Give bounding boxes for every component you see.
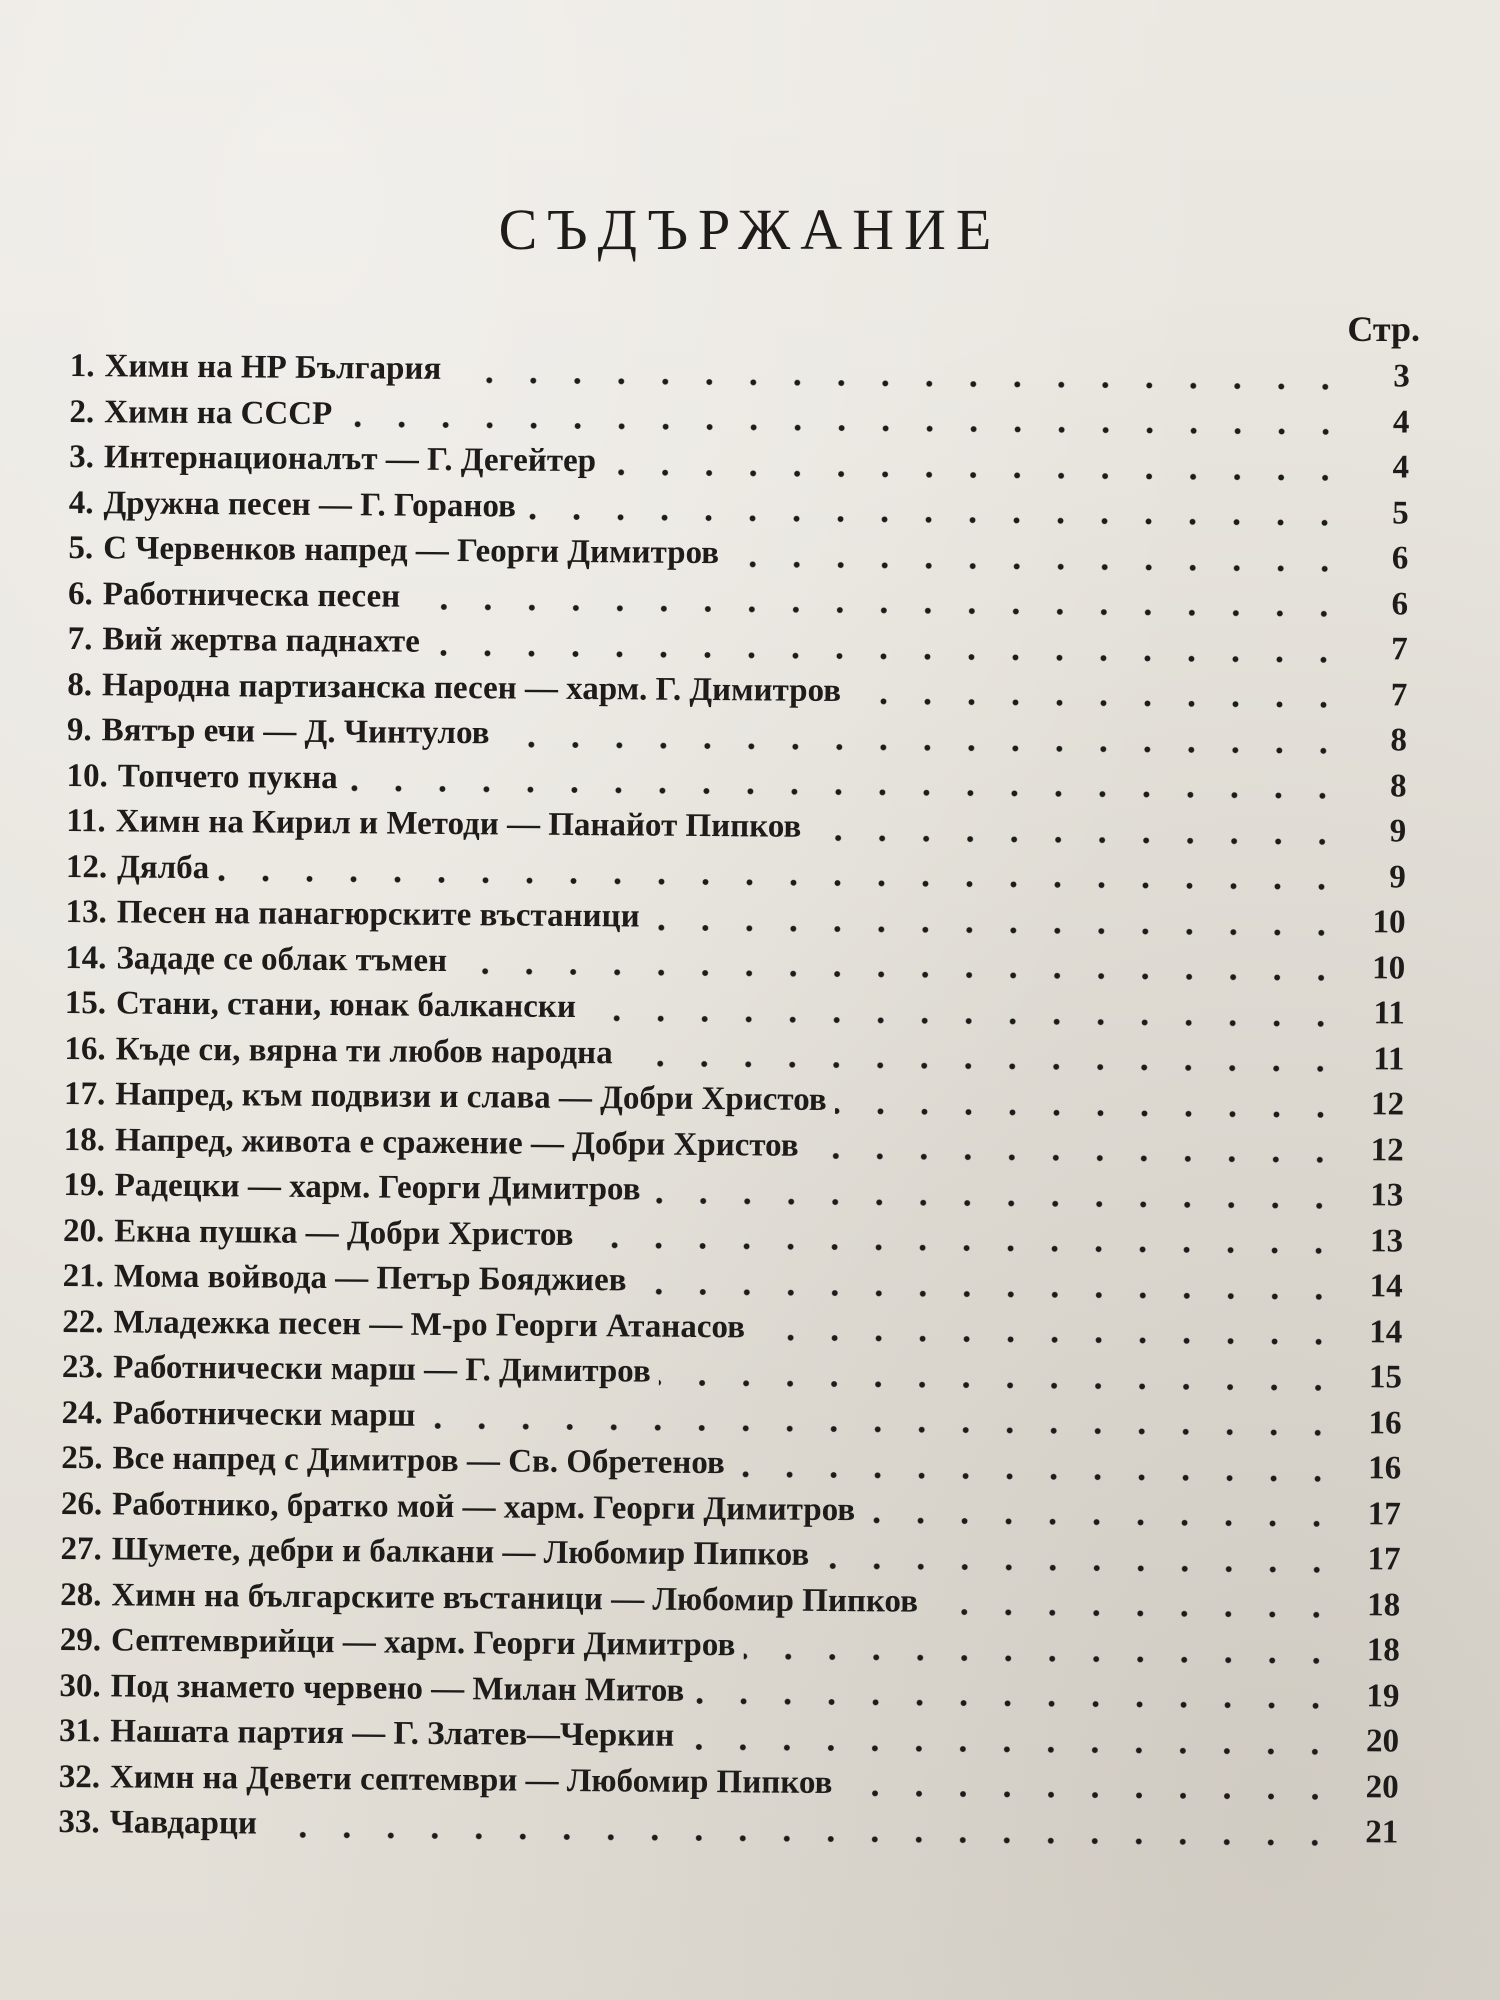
toc-entry-title: Напред, живота е сражение — Добри Христов <box>114 1121 799 1164</box>
toc-entry-page: 9 <box>1389 858 1407 896</box>
dot-leader <box>217 875 1344 890</box>
toc-entry-page: 17 <box>1367 1495 1402 1532</box>
dot-leader <box>584 1015 1343 1027</box>
toc-entry-title: Дялба <box>117 848 210 886</box>
toc-entry-title: Химн на Кирил и Методи — Панайот Пипков <box>115 803 802 845</box>
toc-entry-number: 24. <box>61 1394 104 1431</box>
toc-entry-number: 11. <box>66 802 106 840</box>
toc-entry-title: Зададе се облак тъмен <box>116 939 448 979</box>
toc-entry-page: 16 <box>1368 1404 1402 1441</box>
toc-entry-title: Радецки — харм. Георги Димитров <box>114 1167 641 1208</box>
toc-entry-page: 6 <box>1391 540 1409 577</box>
dot-leader <box>817 1563 1338 1573</box>
dot-leader <box>733 1471 1339 1482</box>
toc-entry-page: 10 <box>1372 904 1406 941</box>
dot-leader <box>497 741 1344 754</box>
toc-entry-page: 11 <box>1373 1040 1405 1078</box>
dot-leader <box>621 1061 1343 1073</box>
toc-entry-title: Работнически марш <box>112 1394 416 1434</box>
toc-entry-number: 18. <box>63 1121 106 1158</box>
toc-entry-title: Химн на Девети септември — Любомир Пипков <box>109 1758 833 1801</box>
toc-entry-page: 19 <box>1366 1677 1400 1714</box>
toc-entry-number: 26. <box>60 1485 103 1522</box>
toc-entry-title: Песен на панагюрските въстаници <box>116 894 640 935</box>
toc-entry-number: 5. <box>68 529 94 567</box>
page-title: СЪДЪРЖАНИЕ <box>498 197 1002 262</box>
dot-leader <box>809 835 1344 845</box>
dot-leader <box>634 1288 1340 1300</box>
toc-entry-number: 30. <box>59 1667 101 1704</box>
toc-entry-page: 4 <box>1392 403 1410 441</box>
toc-entry-page: 14 <box>1369 1268 1403 1305</box>
toc-entry-title: Вий жертва паднахте <box>102 621 420 660</box>
toc-entry-number: 10. <box>66 757 109 794</box>
toc-entry-page: 18 <box>1367 1586 1401 1623</box>
toc-entry-number: 20. <box>62 1212 105 1249</box>
toc-entry-number: 4. <box>68 484 94 521</box>
toc-entry-number: 29. <box>59 1621 102 1659</box>
toc-entry-number: 23. <box>61 1348 104 1386</box>
toc-entry-page: 15 <box>1368 1359 1403 1396</box>
dot-leader <box>581 1242 1341 1254</box>
toc-entry-title: Вятър ечи — Д. Чинтулов <box>101 712 490 752</box>
dot-leader <box>849 698 1345 708</box>
dot-leader <box>423 1423 1339 1436</box>
toc-entry-title: Химн на НР България <box>104 348 442 387</box>
toc-entry-title: Народна партизанска песен — харм. Г. Димитров <box>101 666 842 709</box>
toc-entry-title: Мома войвода — Петър Бояджиев <box>113 1258 627 1299</box>
toc-entry-number: 8. <box>67 666 93 703</box>
dot-leader <box>265 1831 1336 1845</box>
dot-leader <box>835 1108 1342 1118</box>
toc-entry-number: 19. <box>63 1166 105 1204</box>
toc-entry-page: 20 <box>1365 1723 1400 1760</box>
toc-entry-page: 9 <box>1389 813 1407 850</box>
toc-entry-title: Работнико, братко мой — харм. Георги Димитров <box>112 1485 856 1528</box>
dot-leader <box>863 1518 1339 1528</box>
toc-entry-title: Под знамето червено — Милан Митов <box>110 1667 685 1709</box>
toc-entry-page: 12 <box>1370 1086 1405 1123</box>
toc-entry-number: 7. <box>67 620 93 658</box>
toc-entry-page: 8 <box>1389 767 1407 805</box>
toc-entry-page: 12 <box>1370 1131 1404 1168</box>
dot-leader <box>692 1698 1337 1709</box>
page-column-header: Стр. <box>1347 309 1420 349</box>
toc-entry-page: 13 <box>1369 1222 1404 1259</box>
toc-entry-title: Шумете, дебри и балкани — Любомир Пипков <box>111 1531 810 1573</box>
dot-leader <box>340 421 1347 435</box>
toc-entry-number: 1. <box>69 348 95 385</box>
dot-leader <box>604 469 1347 481</box>
toc-entry-title: Химн на българските въстаници — Любомир Пипков <box>111 1576 919 1620</box>
dot-leader <box>648 1197 1341 1208</box>
dot-leader <box>926 1609 1338 1618</box>
toc-entry-title: Химн на СССР <box>104 393 333 432</box>
toc-entry-page: 5 <box>1392 494 1409 532</box>
toc-entry-title: Работническа песен <box>102 575 401 615</box>
toc-entry-number: 21. <box>62 1257 105 1295</box>
toc-entry-page: 4 <box>1392 449 1410 486</box>
dot-leader <box>524 514 1347 526</box>
toc-entry-title: Младежка песен — М-ро Георги Атанасов <box>113 1303 746 1345</box>
dot-leader <box>659 1379 1340 1390</box>
dot-leader <box>455 968 1343 981</box>
toc-entry-number: 32. <box>58 1758 101 1795</box>
toc-entry-page: 17 <box>1367 1541 1401 1578</box>
toc-entry-number: 6. <box>67 575 93 612</box>
toc-entry-title: Нашата партия — Г. Златев—Черкин <box>110 1713 675 1754</box>
toc-entry-title: Чавдарци <box>109 1804 258 1842</box>
toc-entry-page: 13 <box>1370 1177 1404 1214</box>
toc-entry-title: Топчето пукна <box>117 757 338 796</box>
dot-leader <box>743 1653 1338 1664</box>
toc-entry-title: Септемврийци — харм. Георги Димитров <box>110 1622 736 1664</box>
toc-entry-title: Напред, към подвизи и слава — Добри Христов <box>115 1076 827 1118</box>
toc-entry-title: Работнически марш — Г. Димитров <box>113 1349 651 1390</box>
dot-leader <box>346 785 1345 799</box>
dot-leader <box>753 1335 1340 1346</box>
toc-entry-page: 6 <box>1391 585 1409 623</box>
dot-leader <box>727 561 1346 572</box>
toc-entry-page: 16 <box>1368 1450 1402 1487</box>
toc-entry-title: Екна пушка — Добри Христов <box>114 1212 574 1253</box>
dot-leader <box>840 1790 1336 1800</box>
toc-entry-page: 10 <box>1372 949 1406 987</box>
dot-leader <box>682 1744 1337 1755</box>
toc-entry-page: 14 <box>1369 1313 1403 1350</box>
dot-leader <box>449 377 1348 390</box>
toc-entry-number: 22. <box>62 1303 104 1340</box>
toc-entry-number: 25. <box>61 1439 103 1477</box>
toc-entry-number: 9. <box>66 711 92 749</box>
toc-entry-number: 13. <box>65 893 107 931</box>
toc-entry-page: 11 <box>1373 995 1405 1032</box>
toc-entry-page: 20 <box>1365 1768 1399 1805</box>
toc-entry-page: 3 <box>1393 358 1410 395</box>
toc-entry-number: 31. <box>58 1712 101 1750</box>
toc-entry-number: 2. <box>69 393 95 430</box>
toc-entry-title: Все напред с Димитров — Св. Обретенов <box>112 1440 725 1482</box>
toc-entry-title: Стани, стани, юнак балкански <box>115 985 577 1025</box>
toc-entry-title: Интернационалът — Г. Дегейтер <box>103 439 597 480</box>
toc-entry-number: 16. <box>64 1030 106 1067</box>
toc-entry-number: 17. <box>63 1075 106 1113</box>
dot-leader <box>807 1153 1342 1163</box>
toc-entry-title: С Червенков напред — Георги Димитров <box>103 530 720 572</box>
toc-entry-page: 7 <box>1391 631 1408 668</box>
toc-entry-number: 14. <box>65 939 107 976</box>
toc-entry-number: 12. <box>65 848 108 885</box>
toc-entry-page: 7 <box>1390 676 1408 714</box>
toc-entry-title: Къде си, вярна ти любов народна <box>115 1030 613 1071</box>
toc-entry-title: Дружна песен — Г. Горанов <box>103 484 517 525</box>
table-of-contents <box>58 348 1410 1860</box>
dot-leader <box>408 604 1346 617</box>
toc-entry <box>58 1804 1398 1860</box>
toc-entry-page: 18 <box>1366 1632 1400 1669</box>
toc-entry-number: 3. <box>69 438 95 476</box>
toc-entry-number: 15. <box>64 984 107 1022</box>
toc-entry-number: 28. <box>60 1576 102 1613</box>
toc-entry-number: 33. <box>58 1803 100 1841</box>
toc-entry-page: 21 <box>1365 1814 1399 1851</box>
toc-entry-page: 8 <box>1390 722 1408 759</box>
dot-leader <box>648 924 1344 935</box>
toc-entry-number: 27. <box>60 1530 102 1568</box>
dot-leader <box>428 650 1346 663</box>
